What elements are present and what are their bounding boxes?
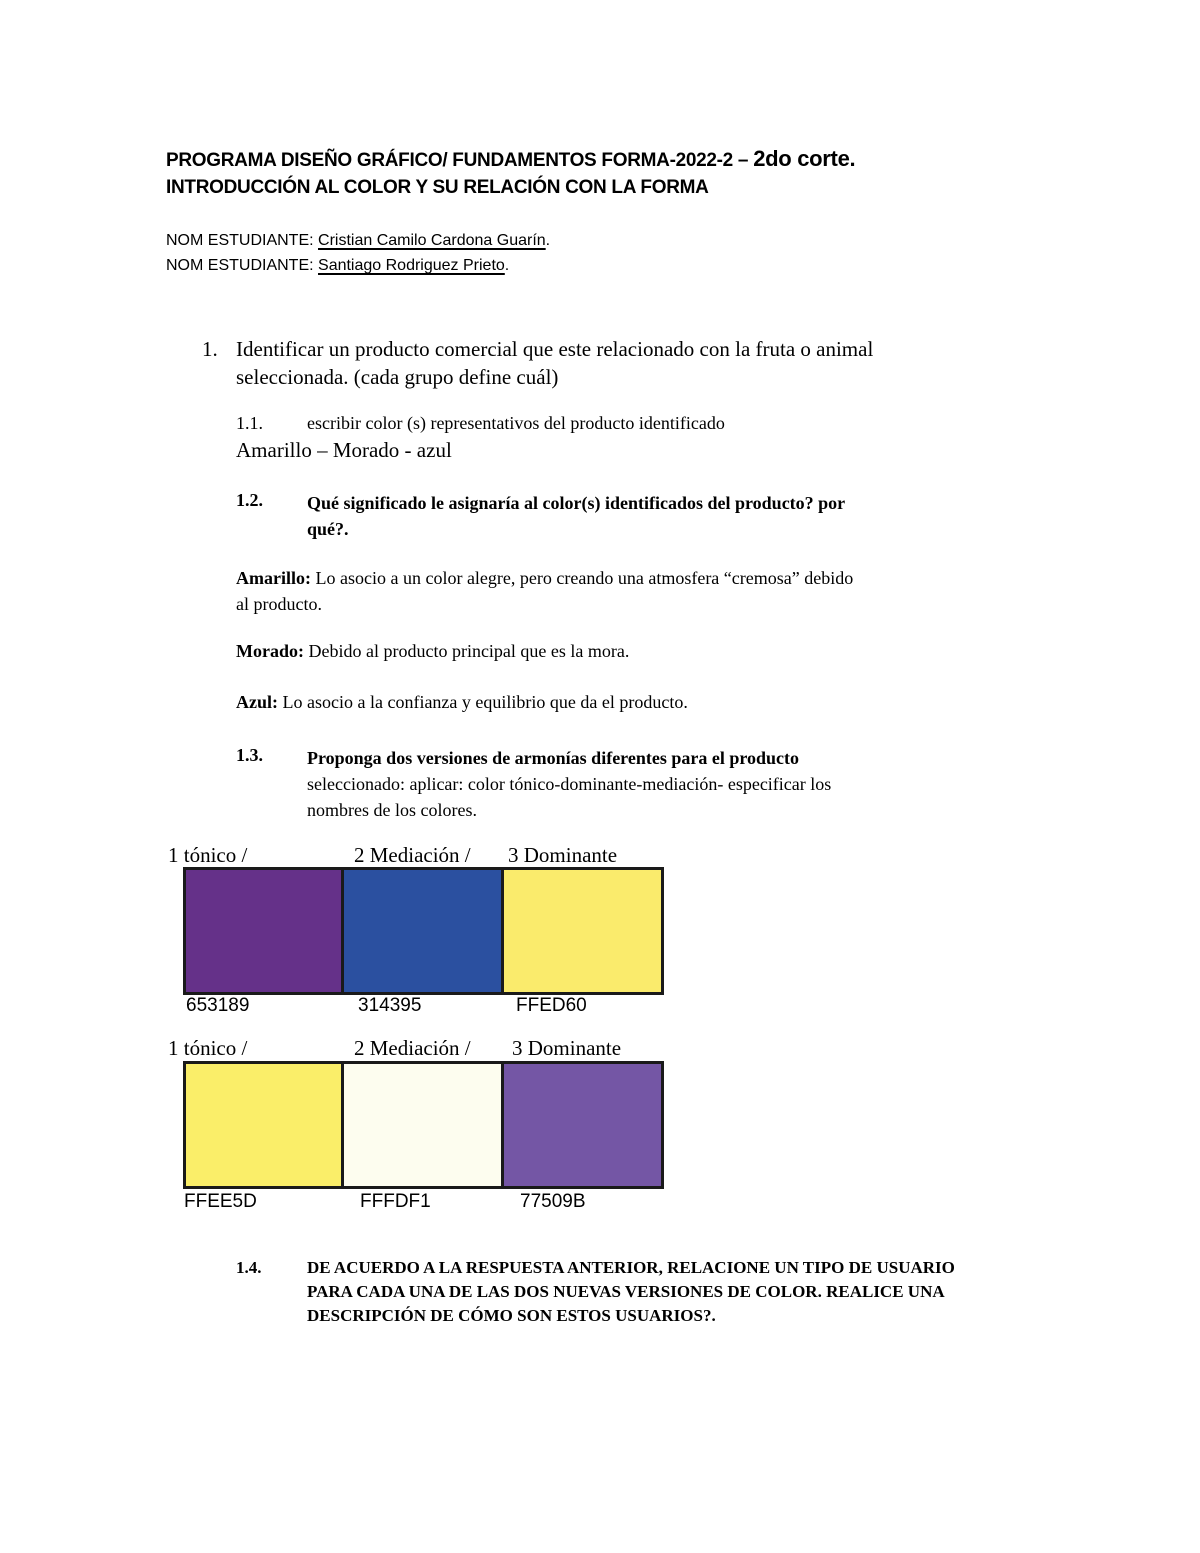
student-name: Cristian Camilo Cardona Guarín: [318, 232, 546, 249]
student-line-2: NOM ESTUDIANTE: Santiago Rodriguez Prieto.: [166, 257, 510, 274]
palette-1-hex-dominante: FFED60: [516, 995, 587, 1016]
student-label: NOM ESTUDIANTE:: [166, 257, 314, 274]
q1-4-text: DE ACUERDO A LA RESPUESTA ANTERIOR, RELACIONE UN TIPO DE USUARIO PARA CADA UNA DE LAS DOS NUEVAS VERSIONES DE COLOR. REALICE UNA DESCRIPCIÓN DE CÓMO SON ESTOS USUARIOS?.: [307, 1258, 955, 1325]
palette-2-hex-tonico: FFEE5D: [184, 1191, 257, 1212]
title-suffix: 2do corte.: [753, 146, 856, 171]
student-line-1: NOM ESTUDIANTE: Cristian Camilo Cardona Guarín.: [166, 232, 551, 249]
palette-2-label-dominante: 3 Dominante: [512, 1036, 622, 1060]
palette-2-hex-dominante: 77509B: [520, 1191, 586, 1212]
q1-1-text: escribir color (s) representativos del producto identificado: [307, 413, 725, 433]
document-title-line2: INTRODUCCIÓN AL COLOR Y SU RELACIÓN CON LA FORMA: [166, 177, 709, 198]
student-label: NOM ESTUDIANTE:: [166, 232, 314, 249]
answer-morado: Morado: Debido al producto principal que es la mora.: [236, 641, 630, 661]
palette-1-hex-mediacion: 314395: [358, 995, 422, 1016]
palette-1-label-tonico: 1 tónico /: [168, 843, 248, 867]
palette-1-swatch-mediacion: [341, 867, 504, 995]
q1-2-number: 1.2.: [236, 490, 263, 510]
palette-2-hex-mediacion: FFFDF1: [360, 1191, 431, 1212]
palette-1-label-dominante: 3 Dominante: [508, 843, 618, 867]
q1-3-text: Proponga dos versiones de armonías diferentes para el producto seleccionado: aplicar: color tónico-dominante-mediación- especificar los nombres de los colores.: [307, 748, 832, 820]
q1-2-text: Qué significado le asignaría al color(s) identificados del producto? por qué?.: [307, 493, 846, 539]
palette-1-swatch-dominante: [501, 867, 664, 995]
answer-amarillo: Amarillo: Lo asocio a un color alegre, pero creando una atmosfera “cremosa” debido al producto.: [236, 568, 854, 614]
palette-2-swatch-mediacion: [341, 1061, 504, 1189]
student-name: Santiago Rodriguez Prieto: [318, 257, 505, 274]
answer-azul: Azul: Lo asocio a la confianza y equilibrio que da el producto.: [236, 692, 688, 712]
palette-1-swatch-tonico: [183, 867, 344, 995]
q1-1-answer: Amarillo – Morado - azul: [236, 438, 452, 462]
palette-1-hex-tonico: 653189: [186, 995, 250, 1016]
q1-4-number: 1.4.: [236, 1258, 262, 1277]
palette-2-label-tonico: 1 tónico /: [168, 1036, 248, 1060]
palette-2-label-mediacion: 2 Mediación /: [354, 1036, 471, 1060]
q1-3-number: 1.3.: [236, 745, 263, 765]
question-1-text: Identificar un producto comercial que este relacionado con la fruta o animal seleccionada. (cada grupo define cuál): [236, 337, 874, 389]
q1-1-number: 1.1.: [236, 413, 263, 433]
question-1-number: 1.: [202, 337, 218, 361]
palette-2-swatch-dominante: [501, 1061, 664, 1189]
document-title-line1: PROGRAMA DISEÑO GRÁFICO/ FUNDAMENTOS FORMA-2022-2 – 2do corte.: [166, 146, 856, 171]
palette-2-swatch-tonico: [183, 1061, 344, 1189]
palette-1-label-mediacion: 2 Mediación /: [354, 843, 471, 867]
